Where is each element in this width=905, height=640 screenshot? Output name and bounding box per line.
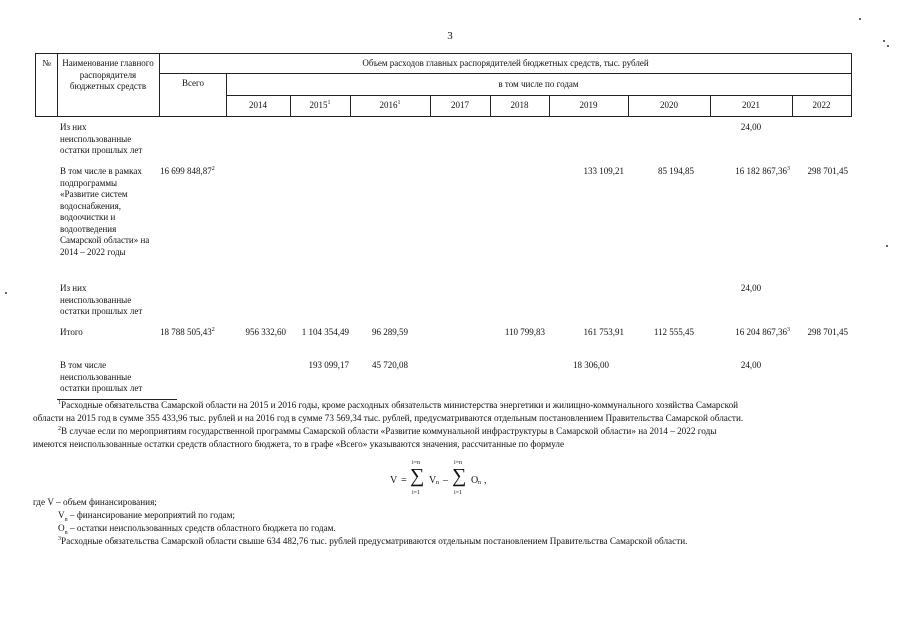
- row-name: Итого: [60, 327, 83, 337]
- row-name: В том числе в рамках подпрограммы «Развитие систем водоснабжения, водоочистки и водоотведения Самарской области» на 2014 – 2022 годы: [60, 166, 150, 257]
- year-header-2021: 2021: [742, 100, 760, 110]
- value-2021: 24,00: [740, 360, 762, 370]
- scan-speck: [886, 245, 888, 247]
- footnote-2-cont: имеются неиспользованные остатки средств областного бюджета, то в графе «Всего» указываются значения, рассчитанные по формуле: [33, 439, 565, 449]
- value-2019: 18 306,00: [573, 360, 609, 370]
- col-name-header: Наименование главного распорядителя бюджетных средств: [62, 58, 154, 91]
- value-2015: 1 104 354,49: [301, 327, 349, 337]
- formula: V = i=n ∑ i=1 V n – i=n ∑ i=1 O n ,: [390, 460, 487, 496]
- value-2014: 956 332,60: [245, 327, 286, 337]
- value-2021: 16 204 867,36$^3$: [735, 327, 790, 337]
- value-2019: 133 109,21: [583, 166, 624, 176]
- row-name: Из них неиспользованные остатки прошлых лет: [60, 283, 143, 316]
- col-total-header: Всего: [181, 78, 205, 88]
- scan-speck: [5, 292, 7, 294]
- scan-speck: [883, 40, 885, 42]
- row-name: Из них неиспользованные остатки прошлых лет: [60, 122, 143, 155]
- value-total: 18 788 505,43$^2$: [160, 327, 215, 337]
- year-header-2017: 2017: [451, 100, 469, 110]
- value-2021: 24,00: [740, 122, 762, 132]
- year-header-2019: 2019: [579, 100, 598, 110]
- vn-line: $V_n$ – финансирование мероприятий по годам;: [58, 510, 235, 523]
- year-header-2016: 2016$^1$: [379, 100, 401, 110]
- value-2021: 24,00: [740, 283, 762, 293]
- on-line: $O_n$ – остатки неиспользованных средств областного бюджета по годам.: [58, 523, 336, 536]
- value-2016: 96 289,59: [372, 327, 408, 337]
- year-header-2018: 2018: [510, 100, 529, 110]
- scan-speck: [859, 18, 861, 20]
- scan-speck: [887, 45, 889, 47]
- value-2022: 298 701,45: [807, 327, 848, 337]
- value-2020: 85 194,85: [658, 166, 694, 176]
- where-v-line: где V – объем финансирования;: [33, 497, 157, 507]
- col-volume-header: Объем расходов главных распорядителей бюджетных средств, тыс. рублей: [362, 58, 649, 68]
- footnote-1-cont: области на 2015 год в сумме 355 433,96 тыс. рублей и на 2016 год в сумме 73 569,34 тыс. рублей, предусматриваются отдельным постановлением Правительства Самарской области.: [33, 413, 744, 423]
- value-2022: 298 701,45: [807, 166, 848, 176]
- value-2015: 193 099,17: [308, 360, 349, 370]
- value-total: 16 699 848,87$^2$: [160, 166, 215, 176]
- sigma-icon: ∑: [452, 465, 467, 487]
- value-2020: 112 555,45: [653, 327, 694, 337]
- year-header-2022: 2022: [812, 100, 831, 110]
- value-2019: 161 753,91: [583, 327, 624, 337]
- col-no-header: №: [42, 58, 51, 68]
- col-years-group-header: в том числе по годам: [498, 79, 579, 89]
- year-header-2015: 2015$^1$: [309, 100, 331, 110]
- year-header-2020: 2020: [660, 100, 678, 110]
- value-2016: 45 720,08: [372, 360, 408, 370]
- footnote-1: $^1$Расходные обязательства Самарской области на 2015 и 2016 годы, кроме расходных обязательств министерства энергетики и жилищно-коммунального хозяйства Самарской: [58, 399, 739, 410]
- value-2018: 110 799,83: [504, 327, 545, 337]
- footnote-3: $^3$Расходные обязательства Самарской области свыше 634 482,76 тыс. рублей предусматриваются отдельным постановлением Правительства Самарской области.: [58, 535, 688, 546]
- sigma-icon: ∑: [410, 465, 425, 487]
- row-name: В том числе неиспользованные остатки прошлых лет: [60, 360, 143, 393]
- year-header-2014: 2014: [249, 100, 267, 110]
- page-number: 3: [447, 30, 453, 42]
- footnote-2: $^2$В случае если по мероприятиям государственной программы Самарской области «Развитие коммунальной инфраструктуры в Самарской области» на 2014 – 2022 годы: [58, 425, 717, 436]
- value-2021: 16 182 867,36$^3$: [735, 166, 790, 176]
